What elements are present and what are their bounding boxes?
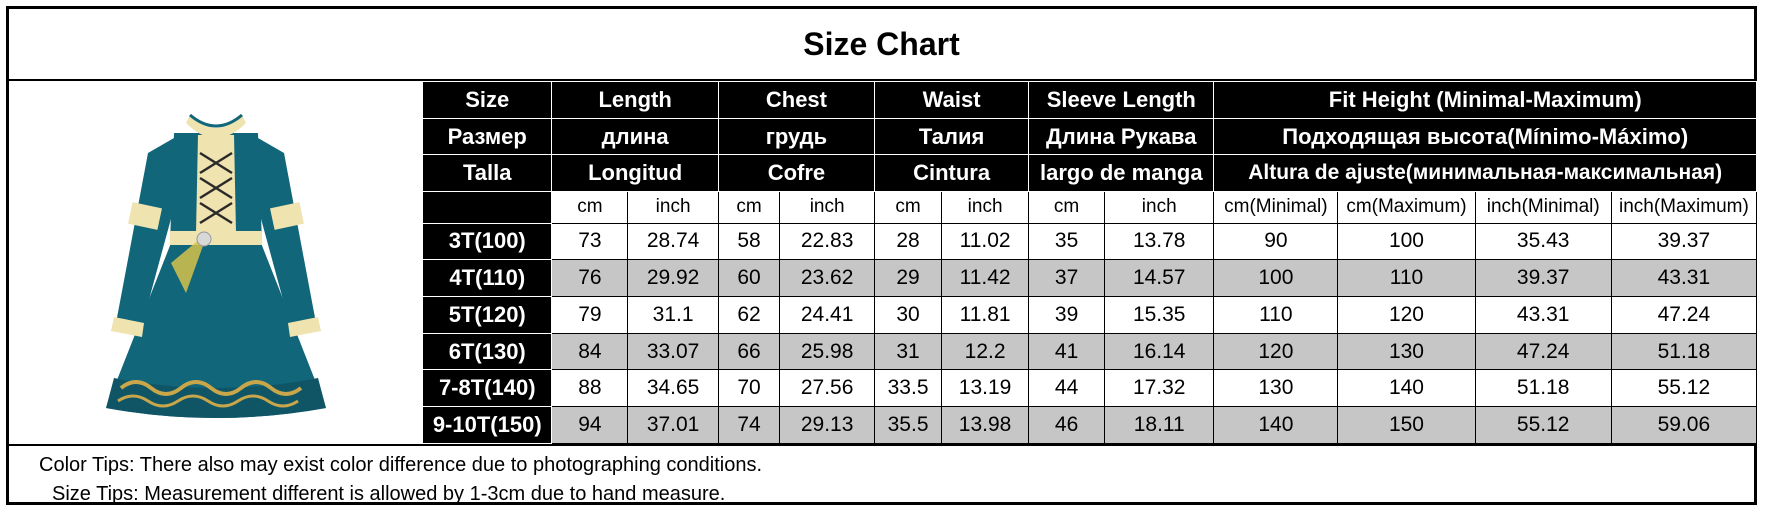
- value-cell: 13.78: [1105, 223, 1214, 260]
- value-cell: 11.81: [942, 296, 1029, 333]
- value-cell: 76: [552, 260, 628, 297]
- value-cell: 27.56: [780, 370, 875, 407]
- value-cell: 66: [718, 333, 779, 370]
- value-cell: 24.41: [780, 296, 875, 333]
- header-waist: Талия: [875, 118, 1029, 155]
- value-cell: 41: [1029, 333, 1105, 370]
- value-cell: 43.31: [1611, 260, 1756, 297]
- unit-cell: cm: [875, 192, 942, 223]
- value-cell: 31.1: [628, 296, 718, 333]
- size-chart-frame: [6, 6, 1757, 505]
- unit-cell: inch(Maximum): [1611, 192, 1756, 223]
- header-waist: Waist: [875, 82, 1029, 119]
- unit-cell: cm: [1029, 192, 1105, 223]
- header-sleeve-length: Sleeve Length: [1029, 82, 1214, 119]
- size-label: 3T(100): [423, 223, 552, 260]
- value-cell: 13.19: [942, 370, 1029, 407]
- unit-cell: cm(Maximum): [1338, 192, 1475, 223]
- value-cell: 37.01: [628, 407, 718, 444]
- size-label: 4T(110): [423, 260, 552, 297]
- table-row: [423, 223, 1757, 260]
- size-tip: Size Tips: Measurement different is allowed by 1-3cm due to hand measure.: [52, 483, 726, 505]
- header-fit-height: Altura de ajuste(минимальная-максимальная): [1214, 155, 1757, 192]
- value-cell: 51.18: [1475, 370, 1611, 407]
- value-cell: 29.13: [780, 407, 875, 444]
- value-cell: 120: [1214, 333, 1338, 370]
- size-table-wrap: [422, 81, 1757, 444]
- value-cell: 55.12: [1611, 370, 1756, 407]
- header-sleeve-length: Длина Рукава: [1029, 118, 1214, 155]
- size-label: 6T(130): [423, 333, 552, 370]
- header-length: длина: [552, 118, 718, 155]
- value-cell: 59.06: [1611, 407, 1756, 444]
- value-cell: 51.18: [1611, 333, 1756, 370]
- value-cell: 28: [875, 223, 942, 260]
- value-cell: 84: [552, 333, 628, 370]
- unit-cell: inch: [780, 192, 875, 223]
- unit-cell: cm: [718, 192, 779, 223]
- value-cell: 28.74: [628, 223, 718, 260]
- value-cell: 25.98: [780, 333, 875, 370]
- unit-cell: cm: [552, 192, 628, 223]
- table-row: [423, 407, 1757, 444]
- value-cell: 130: [1338, 333, 1475, 370]
- unit-cell: inch: [628, 192, 718, 223]
- header-row-english: [423, 82, 1757, 119]
- value-cell: 88: [552, 370, 628, 407]
- unit-cell: inch: [1105, 192, 1214, 223]
- value-cell: 33.07: [628, 333, 718, 370]
- header-chest: грудь: [718, 118, 874, 155]
- value-cell: 47.24: [1611, 296, 1756, 333]
- value-cell: 30: [875, 296, 942, 333]
- value-cell: 79: [552, 296, 628, 333]
- header-fit-height: Fit Height (Minimal-Maximum): [1214, 82, 1757, 119]
- value-cell: 11.02: [942, 223, 1029, 260]
- header-size: Размер: [423, 118, 552, 155]
- header-sleeve-length: largo de manga: [1029, 155, 1214, 192]
- table-row: [423, 333, 1757, 370]
- value-cell: 11.42: [942, 260, 1029, 297]
- value-cell: 55.12: [1475, 407, 1611, 444]
- header-length: Longitud: [552, 155, 718, 192]
- value-cell: 31: [875, 333, 942, 370]
- value-cell: 29: [875, 260, 942, 297]
- value-cell: 34.65: [628, 370, 718, 407]
- value-cell: 140: [1214, 407, 1338, 444]
- value-cell: 14.57: [1105, 260, 1214, 297]
- value-cell: 39.37: [1611, 223, 1756, 260]
- page-title: Size Chart: [803, 25, 960, 62]
- value-cell: 39: [1029, 296, 1105, 333]
- size-label: 5T(120): [423, 296, 552, 333]
- size-label: 7-8T(140): [423, 370, 552, 407]
- size-table: [422, 81, 1757, 444]
- value-cell: 39.37: [1475, 260, 1611, 297]
- header-row-russian: [423, 118, 1757, 155]
- size-label: 9-10T(150): [423, 407, 552, 444]
- value-cell: 74: [718, 407, 779, 444]
- table-row: [423, 296, 1757, 333]
- unit-blank: [423, 192, 552, 223]
- value-cell: 58: [718, 223, 779, 260]
- dress-illustration: [86, 93, 346, 433]
- value-cell: 73: [552, 223, 628, 260]
- value-cell: 94: [552, 407, 628, 444]
- dress-photo: [9, 81, 422, 444]
- value-cell: 15.35: [1105, 296, 1214, 333]
- value-cell: 60: [718, 260, 779, 297]
- value-cell: 35.43: [1475, 223, 1611, 260]
- value-cell: 23.62: [780, 260, 875, 297]
- value-cell: 150: [1338, 407, 1475, 444]
- value-cell: 110: [1214, 296, 1338, 333]
- value-cell: 100: [1338, 223, 1475, 260]
- unit-cell: cm(Minimal): [1214, 192, 1338, 223]
- unit-row: [423, 192, 1757, 223]
- value-cell: 16.14: [1105, 333, 1214, 370]
- header-fit-height: Подходящая высота(Mínimo-Máximo): [1214, 118, 1757, 155]
- value-cell: 18.11: [1105, 407, 1214, 444]
- table-row: [423, 370, 1757, 407]
- unit-cell: inch(Minimal): [1475, 192, 1611, 223]
- color-tip: Color Tips: There also may exist color difference due to photographing conditions.: [39, 454, 763, 476]
- value-cell: 100: [1214, 260, 1338, 297]
- value-cell: 90: [1214, 223, 1338, 260]
- value-cell: 17.32: [1105, 370, 1214, 407]
- value-cell: 140: [1338, 370, 1475, 407]
- header-size: Talla: [423, 155, 552, 192]
- value-cell: 47.24: [1475, 333, 1611, 370]
- value-cell: 12.2: [942, 333, 1029, 370]
- table-row: [423, 260, 1757, 297]
- unit-cell: inch: [942, 192, 1029, 223]
- value-cell: 33.5: [875, 370, 942, 407]
- value-cell: 29.92: [628, 260, 718, 297]
- value-cell: 46: [1029, 407, 1105, 444]
- tips-section: [9, 444, 1754, 505]
- header-chest: Cofre: [718, 155, 874, 192]
- value-cell: 35.5: [875, 407, 942, 444]
- value-cell: 35: [1029, 223, 1105, 260]
- header-waist: Cintura: [875, 155, 1029, 192]
- title-bar: [9, 9, 1754, 81]
- header-size: Size: [423, 82, 552, 119]
- header-row-spanish: [423, 155, 1757, 192]
- value-cell: 62: [718, 296, 779, 333]
- value-cell: 22.83: [780, 223, 875, 260]
- value-cell: 110: [1338, 260, 1475, 297]
- header-length: Length: [552, 82, 718, 119]
- value-cell: 130: [1214, 370, 1338, 407]
- header-chest: Chest: [718, 82, 874, 119]
- value-cell: 37: [1029, 260, 1105, 297]
- value-cell: 13.98: [942, 407, 1029, 444]
- value-cell: 70: [718, 370, 779, 407]
- value-cell: 44: [1029, 370, 1105, 407]
- value-cell: 120: [1338, 296, 1475, 333]
- value-cell: 43.31: [1475, 296, 1611, 333]
